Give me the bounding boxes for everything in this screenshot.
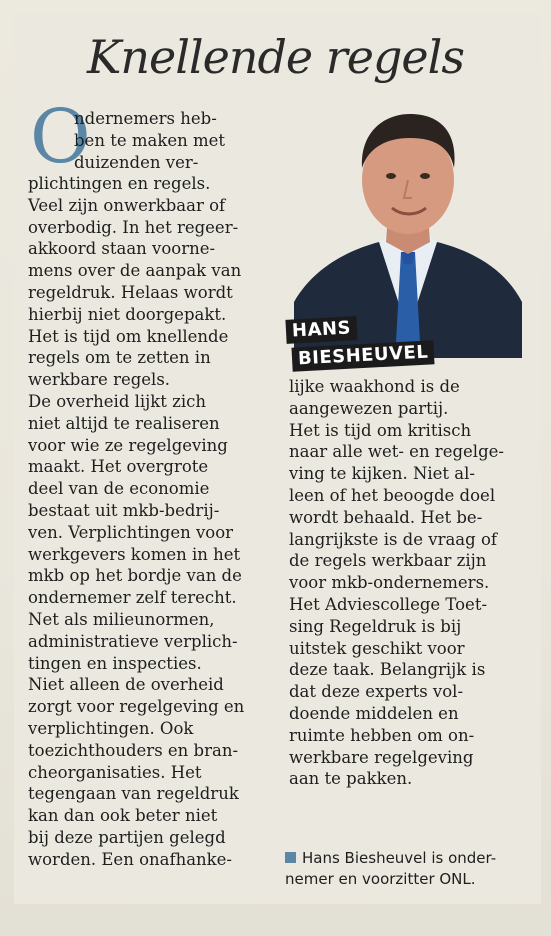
text-line: ndernemers heb- (74, 109, 217, 128)
text-line: werkgevers komen in het (28, 544, 241, 564)
text-line: de regels werkbaar zijn (289, 551, 487, 571)
text-line: zorgt voor regelgeving en (28, 697, 245, 717)
text-line: voor wie ze regelgeving (28, 435, 228, 455)
text-line: maakt. Het overgrote (28, 457, 209, 477)
text-line: toezichthouders en bran- (28, 740, 239, 760)
bio-text: Hans Biesheuvel is onder- (302, 849, 497, 867)
text-line: Veel zijn onwerkbaar of (28, 195, 226, 215)
text-line: De overheid lijkt zich (28, 391, 207, 411)
text-line: duizenden ver- (74, 152, 199, 172)
author-bio (285, 848, 496, 890)
text-line: Het Adviescollege Toet- (289, 594, 488, 614)
text-line: overbodig. In het regeer- (28, 217, 239, 237)
text-line: verplichtingen. Ook (28, 718, 194, 738)
text-line: langrijkste is de vraag of (289, 529, 497, 549)
text-line: Niet alleen de overheid (28, 675, 224, 695)
text-line: ven. Verplichtingen voor (28, 522, 234, 542)
text-line: bij deze partijen gelegd (28, 827, 226, 847)
text-line: wordt behaald. Het be- (289, 507, 483, 527)
text-line: mens over de aanpak van (28, 261, 242, 281)
text-line: ruimte hebben om on- (289, 725, 475, 745)
text-line: Het is tijd om knellende (28, 326, 229, 346)
bio-line (285, 848, 496, 869)
text-line: doende middelen en (289, 703, 459, 723)
text-line: Het is tijd om kritisch (289, 420, 472, 440)
text-line: aan te pakken. (289, 769, 413, 789)
text-line: Net als milieunormen, (28, 609, 215, 629)
text-line: deze taak. Belangrijk is (289, 660, 486, 680)
text-line: bestaat uit mkb-bedrij- (28, 500, 220, 520)
text-line: kan dan ook beter niet (28, 806, 218, 826)
text-line: lijke waakhond is de (289, 377, 460, 396)
article-title: Knellende regels (87, 30, 464, 84)
bio-square-icon (285, 852, 296, 863)
bio-line: nemer en voorzitter ONL. (285, 870, 476, 888)
text-line: uitstek geschikt voor (289, 638, 465, 658)
text-line: deel van de economie (28, 479, 210, 499)
text-line: voor mkb-ondernemers. (289, 573, 490, 593)
text-line: regeldruk. Helaas wordt (28, 282, 233, 302)
text-line: ben te maken met (74, 130, 225, 150)
text-line: administratieve verplich- (28, 631, 238, 651)
author-first-name: HANS (285, 316, 357, 344)
right-column (289, 376, 504, 790)
intro-lines (74, 108, 225, 173)
text-line: regels om te zetten in (28, 348, 211, 368)
text-line: akkoord staan voorne- (28, 239, 216, 259)
text-line: worden. Een onafhanke- (28, 849, 233, 869)
author-last-name: BIESHEUVEL (291, 340, 434, 371)
text-line: plichtingen en regels. (28, 174, 211, 193)
text-line: dat deze experts vol- (289, 682, 464, 702)
text-line: niet altijd te realiseren (28, 413, 220, 433)
text-line: tegengaan van regeldruk (28, 784, 239, 804)
text-line: naar alle wet- en regelge- (289, 442, 504, 462)
left-column (28, 173, 244, 871)
text-line: werkbare regelgeving (289, 747, 474, 767)
text-line: ving te kijken. Niet al- (289, 464, 475, 484)
text-line: leen of het beoogde doel (289, 485, 496, 505)
drop-cap: O (30, 94, 91, 180)
text-line: hierbij niet doorgepakt. (28, 304, 227, 324)
text-line: ondernemer zelf terecht. (28, 588, 237, 608)
text-line: werkbare regels. (28, 370, 171, 390)
text-line: aangewezen partij. (289, 398, 449, 418)
text-line: cheorganisaties. Het (28, 762, 202, 782)
text-line: sing Regeldruk is bij (289, 616, 462, 636)
author-name-tag (286, 318, 434, 368)
text-line: mkb op het bordje van de (28, 566, 242, 586)
text-line: tingen en inspecties. (28, 653, 202, 673)
